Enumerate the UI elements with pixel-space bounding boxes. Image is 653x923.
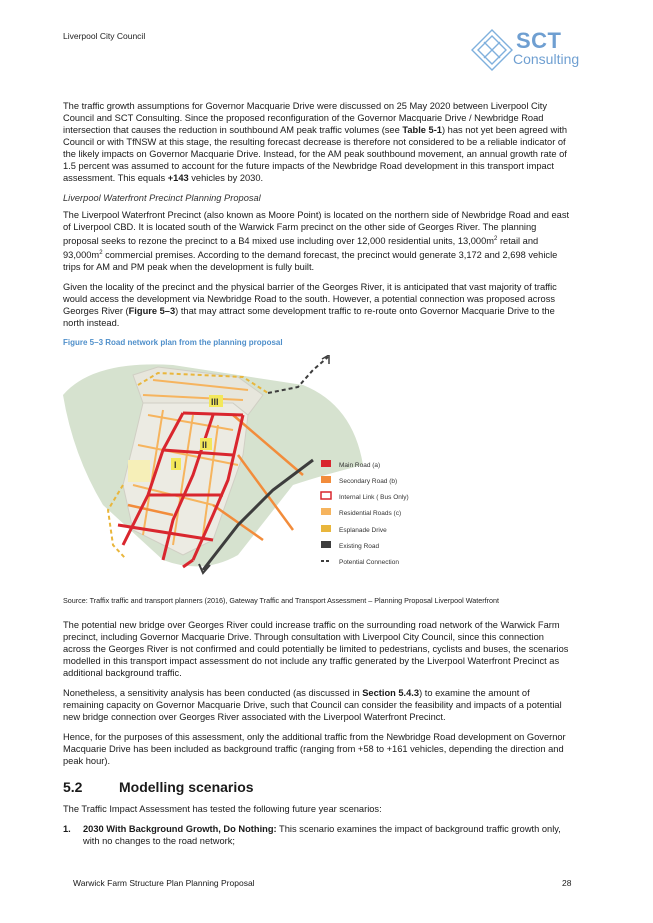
figure-source: Source: Traffix traffic and transport planners (2016), Gateway Traffic and Transport Assessment – Planning Proposal Liverpool Waterfront: [63, 596, 499, 606]
paragraph-sensitivity: Nonetheless, a sensitivity analysis has been conducted (as discussed in Section 5.4.3) to examine the amount of remaining capacity on Governor Macquarie Drive, such that Council can consider the feasibility and impacts of a potential new bridge connection over Georges River associated with the Liverpool Waterfront Precinct.: [63, 688, 562, 723]
paragraph-scenarios-intro: The Traffic Impact Assessment has tested the following future year scenarios:: [63, 804, 382, 815]
zone-label-iii: III: [211, 397, 219, 408]
list-item-text: This scenario examines the impact of background traffic growth only, with no changes to the road network;: [83, 824, 561, 847]
list-item-number: 1.: [63, 824, 71, 835]
ref-table: Table 5-1: [402, 125, 442, 135]
section-heading: [63, 779, 573, 796]
road-network-drawing: [63, 355, 573, 591]
page-number: 28: [562, 878, 572, 888]
legend-potential-connection: Potential Connection: [339, 559, 399, 567]
legend-residential-roads: Residential Roads (c): [339, 510, 402, 518]
header-org: Liverpool City Council: [63, 31, 146, 41]
zone-label-ii: II: [202, 440, 208, 451]
legend-internal-link: Internal Link ( Bus Only): [339, 494, 409, 502]
legend-main-road: Main Road (a): [339, 462, 381, 470]
paragraph-new-bridge: The potential new bridge over Georges River could increase traffic on the surrounding road network of the Warwick Farm precinct, including Governor Macquarie Drive. Through consultation with Liverpool City Council, since this connection across the Georges River is not confirmed and could potentially be limited to pedestrians, cyclists and buses, the scenarios modelled in this transport impact assessment do not include any traffic generated by the Liverpool Waterfront Precinct as additional background traffic.: [63, 620, 569, 679]
map-legend: [321, 460, 409, 566]
logo-text-sub: Consulting: [513, 51, 580, 67]
list-item-title: 2030 With Background Growth, Do Nothing:: [83, 824, 277, 835]
paragraph-locality: Given the locality of the precinct and the physical barrier of the Georges River, it is anticipated that vast majority of traffic would access the development via Newbridge Road to the south. However, a potential connection was proposed across Georges River (Figure 5–3) that may attract some development traffic to re-route onto Governor Macquarie Drive to the north instead.: [63, 282, 557, 329]
figure-caption: Figure 5–3 Road network plan from the planning proposal: [63, 338, 283, 348]
ref-figure: Figure 5–3: [128, 306, 176, 317]
logo-diamond-icon: [470, 28, 514, 72]
legend-esplanade-drive: Esplanade Drive: [339, 527, 387, 535]
legend-existing-road: Existing Road: [339, 543, 380, 551]
paragraph-traffic-growth: The traffic growth assumptions for Governor Macquarie Drive were discussed on 25 May 2020 between Liverpool City Council and SCT Consulting. Since the proposed reconfiguration of the Governor Macquarie Drive / Newbridge Road intersection that causes the reduction in southbound AM peak traffic volumes (see Table 5-1) has not yet been agreed with Council or with TfNSW at this stage, the resulting forecast decrease is therefore not considered to be a reliable indicator of the likely impacts on Governor Macquarie Drive. Instead, for the AM peak southbound movement, an annual growth rate of 1.5 percent was assumed to account for the future impacts of the Newbridge Road development in this transport impact assessment. This equals +143 vehicles by 2030.: [63, 101, 568, 183]
zone-label-i: I: [174, 460, 177, 471]
logo-text-main: SCT: [516, 28, 562, 53]
sct-consulting-logo: [470, 26, 588, 76]
subheading: Liverpool Waterfront Precinct Planning Proposal: [63, 193, 261, 203]
paragraph-hence: Hence, for the purposes of this assessment, only the additional traffic from the Newbridge Road development on Governor Macquarie Drive has been included as background traffic (ranging from +58 to +161 vehicles, depending the direction and peak hour).: [63, 732, 566, 767]
legend-secondary-road: Secondary Road (b): [339, 478, 398, 486]
ref-section: Section 5.4.3: [362, 688, 420, 699]
footer-title: Warwick Farm Structure Plan Planning Proposal: [73, 878, 255, 888]
paragraph-waterfront: The Liverpool Waterfront Precinct (also known as Moore Point) is located on the northern side of Newbridge Road and east of Liverpool CBD. It is located south of the Warwick Farm precinct on the other side of Georges River. The planning proposal seeks to rezone the precinct to a B4 mixed use including over 12,000 residential units, $13,000m^2$ retail and $93,000m^2$ commercial premises. According to the demand forecast, the precinct would generate 3,172 and 2,698 vehicle trips for AM and PM peak when the development is fully built.: [63, 210, 570, 273]
section-title: Modelling scenarios: [119, 779, 254, 796]
section-number: 5.2: [63, 779, 83, 796]
growth-value: +143: [167, 173, 189, 183]
list-item: [63, 823, 573, 847]
road-network-map: [63, 355, 573, 591]
